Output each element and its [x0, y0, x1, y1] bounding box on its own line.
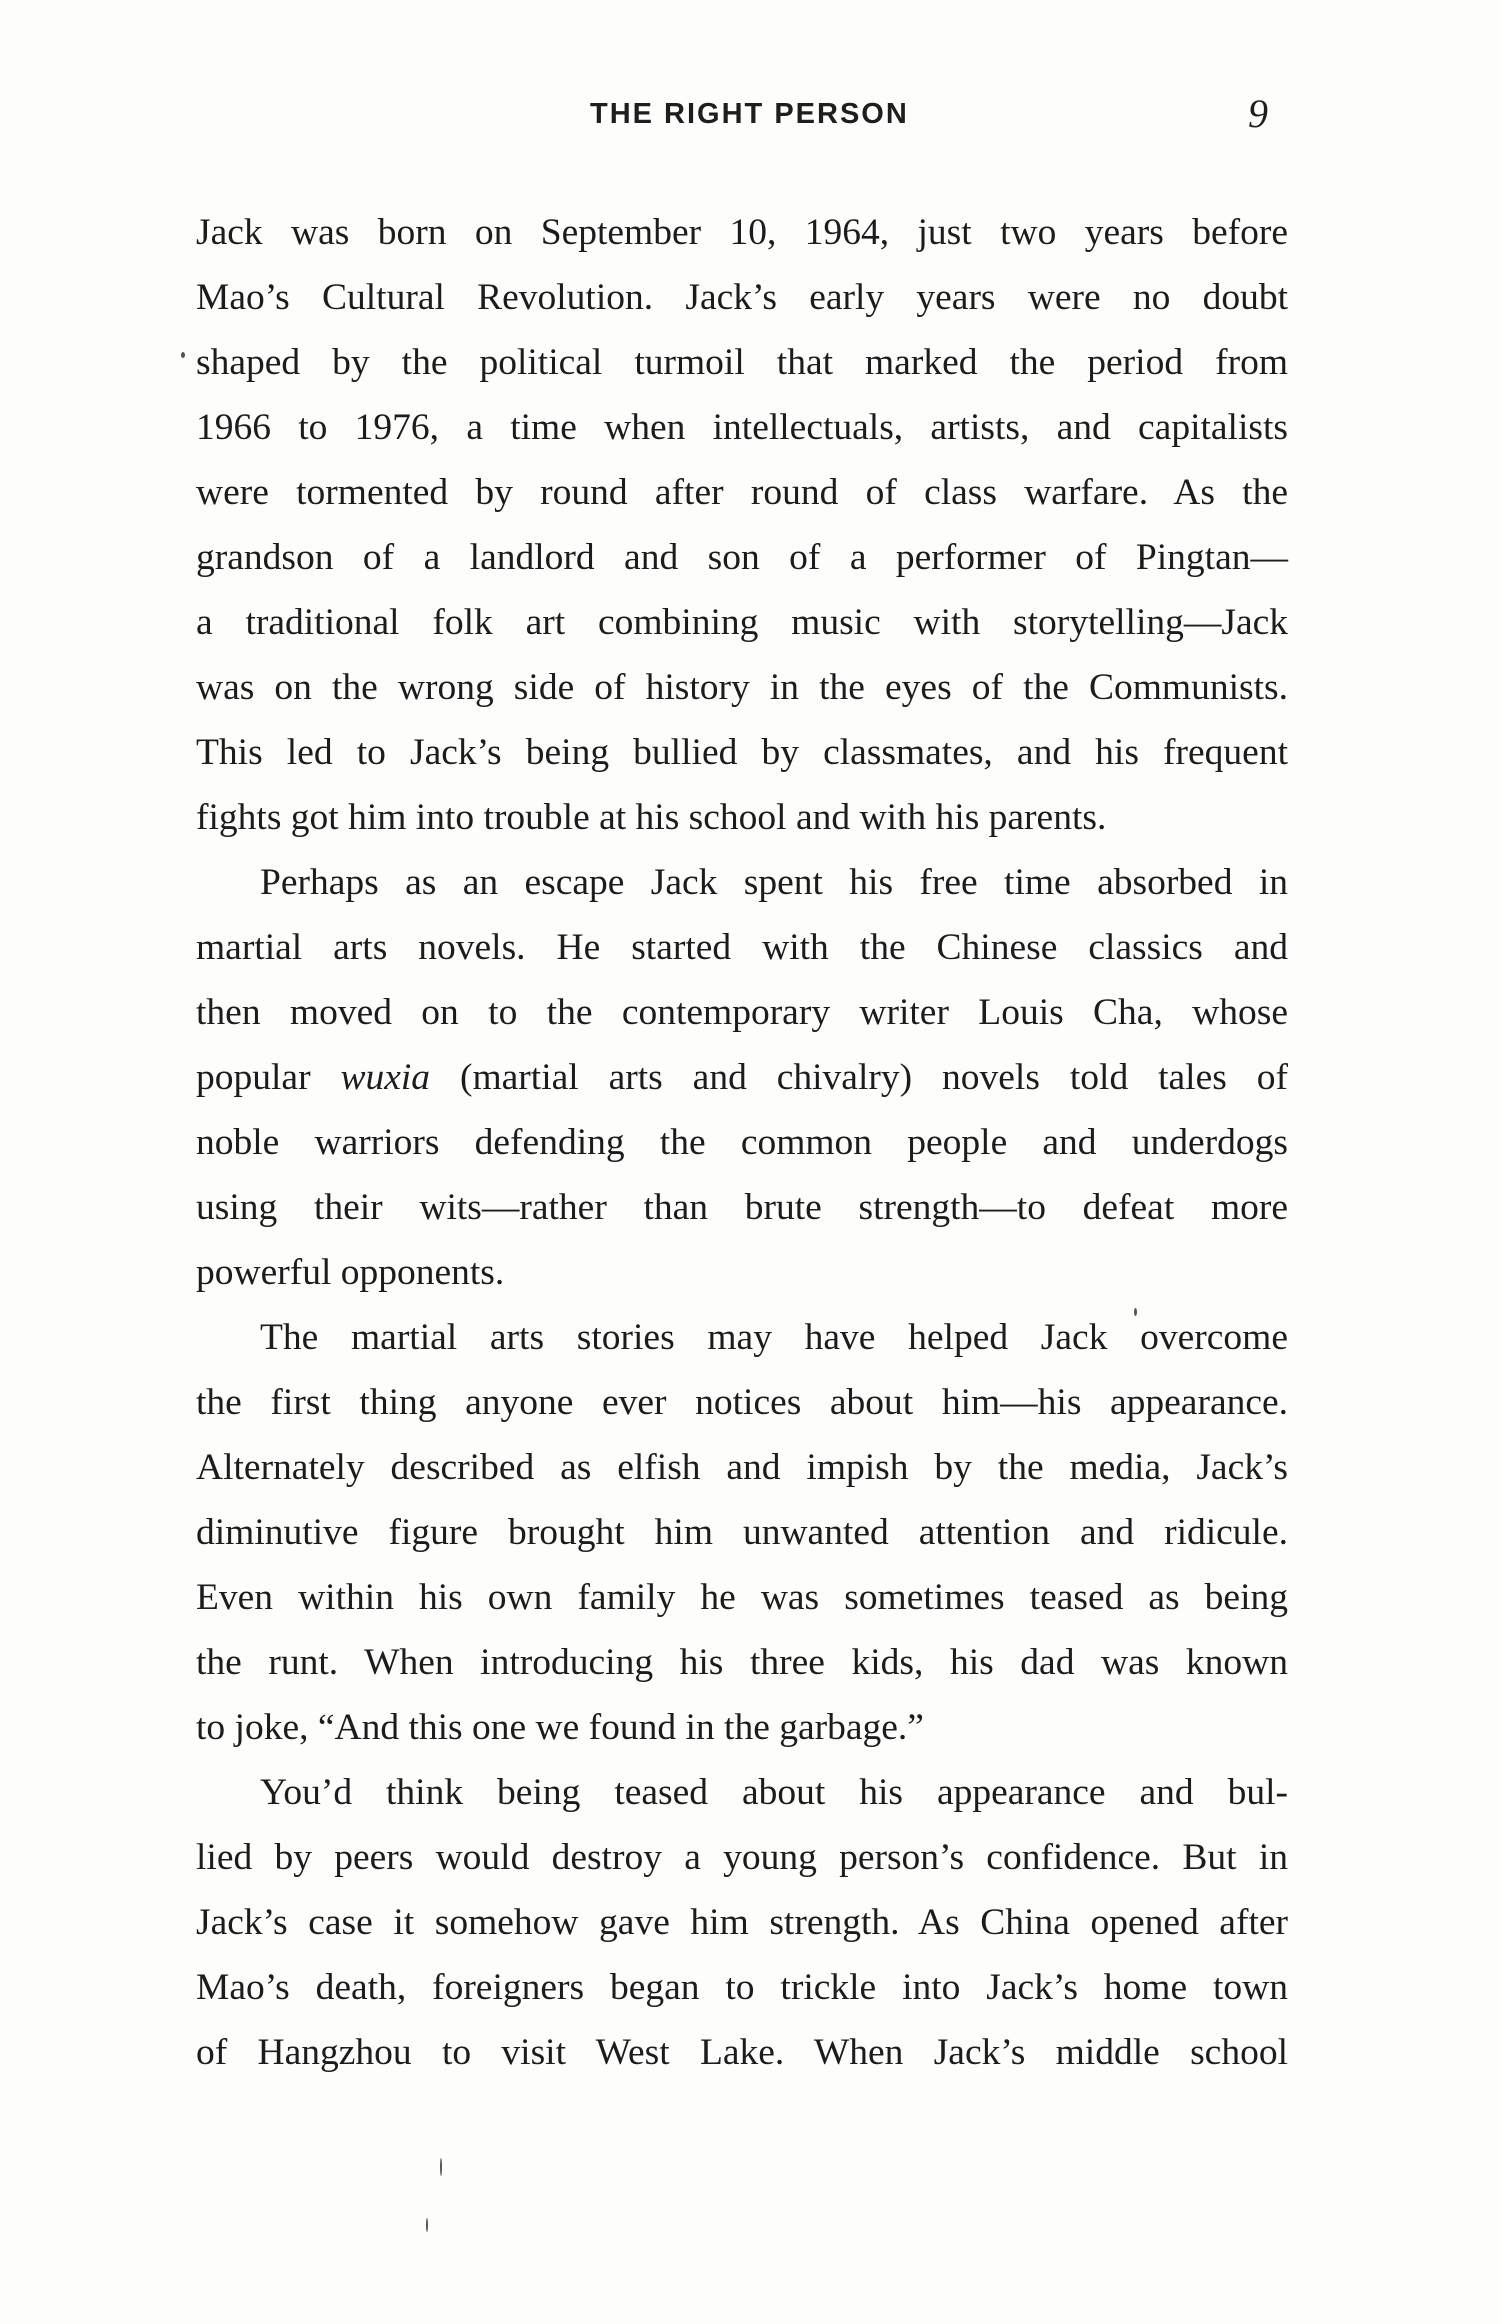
text-line: grandson of a landlord and son of a performer of Pingtan— [196, 537, 1288, 578]
text-line: powerful opponents. [196, 1252, 505, 1293]
text-line: diminutive figure brought him unwanted attention and ridicule. [196, 1512, 1288, 1553]
scan-speck [426, 2218, 428, 2232]
text-line: lied by peers would destroy a young person’s confidence. But in [196, 1837, 1288, 1878]
text-line: a traditional folk art combining music with storytelling—Jack [196, 602, 1288, 643]
paragraph-1 [196, 200, 1288, 850]
text-line: Alternately described as elfish and impish by the media, Jack’s [196, 1447, 1288, 1488]
text-line: The martial arts stories may have helped Jack overcome [260, 1317, 1288, 1358]
text-segment: (martial arts and chivalry) novels told tales of [430, 1057, 1288, 1098]
italic-term-wuxia: wuxia [340, 1057, 431, 1098]
text-line: then moved on to the contemporary writer Louis Cha, whose [196, 992, 1288, 1033]
text-line: martial arts novels. He started with the Chinese classics and [196, 927, 1288, 968]
scan-speck [1134, 1308, 1137, 1316]
text-line [196, 1045, 1288, 1110]
scan-speck [440, 2158, 442, 2176]
page-number: 9 [1248, 91, 1268, 136]
text-line: Even within his own family he was sometimes teased as being [196, 1577, 1288, 1618]
text-line: using their wits—rather than brute strength—to defeat more [196, 1187, 1288, 1228]
text-line: was on the wrong side of history in the eyes of the Communists. [196, 667, 1288, 708]
text-line: Mao’s Cultural Revolution. Jack’s early years were no doubt [196, 277, 1288, 318]
running-title: THE RIGHT PERSON [590, 98, 909, 130]
text-line: 1966 to 1976, a time when intellectuals, artists, and capitalists [196, 407, 1288, 448]
text-segment: popular [196, 1057, 341, 1098]
text-line: Perhaps as an escape Jack spent his free time absorbed in [260, 862, 1288, 903]
text-line: the runt. When introducing his three kids, his dad was known [196, 1642, 1288, 1683]
text-line: You’d think being teased about his appearance and bul- [260, 1772, 1288, 1813]
text-line: Jack’s case it somehow gave him strength. As China opened after [196, 1902, 1288, 1943]
text-line: to joke, “And this one we found in the garbage.” [196, 1707, 924, 1748]
text-line: Jack was born on September 10, 1964, just two years before [196, 212, 1288, 253]
text-line: noble warriors defending the common people and underdogs [196, 1122, 1288, 1163]
text-line: of Hangzhou to visit West Lake. When Jack’s middle school [196, 2032, 1288, 2073]
text-line: shaped by the political turmoil that marked the period from [196, 342, 1288, 383]
paragraph-4 [196, 1760, 1288, 2085]
paragraph-3 [196, 1305, 1288, 1760]
text-line: This led to Jack’s being bullied by classmates, and his frequent [196, 732, 1288, 773]
text-line: the first thing anyone ever notices about him—his appearance. [196, 1382, 1288, 1423]
running-head [0, 92, 1500, 142]
text-line: Mao’s death, foreigners began to trickle into Jack’s home town [196, 1967, 1288, 2008]
text-line: were tormented by round after round of class warfare. As the [196, 472, 1288, 513]
text-line: fights got him into trouble at his school and with his parents. [196, 797, 1107, 838]
paragraph-2 [196, 850, 1288, 1305]
body-text [196, 200, 1288, 2085]
scan-speck [181, 352, 185, 358]
